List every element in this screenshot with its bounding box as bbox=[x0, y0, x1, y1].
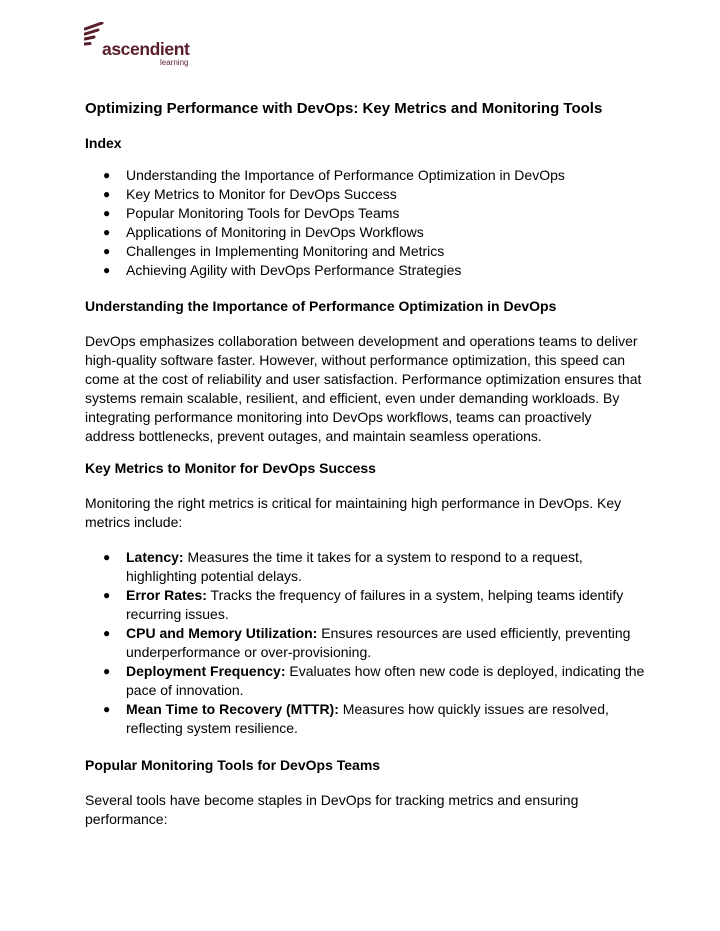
section-heading: Popular Monitoring Tools for DevOps Teams bbox=[85, 757, 381, 773]
bullet-icon: ● bbox=[103, 263, 111, 277]
logo-subtitle: learning bbox=[160, 58, 189, 67]
bullet-icon: ● bbox=[103, 206, 111, 220]
document-title: Optimizing Performance with DevOps: Key Metrics and Monitoring Tools bbox=[85, 100, 603, 117]
bullet-icon: ● bbox=[103, 664, 111, 678]
bullet-icon: ● bbox=[103, 588, 111, 602]
list-item: ● Applications of Monitoring in DevOps Workflows bbox=[103, 224, 424, 240]
list-item: ● Challenges in Implementing Monitoring and Metrics bbox=[103, 243, 445, 259]
bullet-icon: ● bbox=[103, 626, 111, 640]
list-item: ● Error Rates: Tracks the frequency of failures in a system, helping teams identify recurring issues. bbox=[103, 587, 624, 622]
section-paragraph: Several tools have become staples in DevOps for tracking metrics and ensuring performance: bbox=[85, 792, 579, 827]
list-item: ● Latency: Measures the time it takes for a system to respond to a request, highlighting potential delays. bbox=[103, 549, 583, 584]
section-paragraph: Monitoring the right metrics is critical for maintaining high performance in DevOps. Key metrics include: bbox=[85, 495, 622, 530]
bullet-icon: ● bbox=[103, 225, 111, 239]
bullet-icon: ● bbox=[103, 702, 111, 716]
ascendient-logo bbox=[84, 22, 196, 70]
document-body bbox=[85, 99, 645, 829]
list-item: ● Understanding the Importance of Performance Optimization in DevOps bbox=[103, 167, 565, 183]
list-item: ● Deployment Frequency: Evaluates how often new code is deployed, indicating the pace of innovation. bbox=[103, 663, 645, 698]
index-heading: Index bbox=[85, 135, 122, 151]
list-item: ● Mean Time to Recovery (MTTR): Measures how quickly issues are resolved, reflecting system resilience. bbox=[103, 701, 609, 736]
list-item: ● CPU and Memory Utilization: Ensures resources are used efficiently, preventing underperformance or over-provisioning. bbox=[103, 625, 631, 660]
list-item: ● Achieving Agility with DevOps Performance Strategies bbox=[103, 262, 462, 278]
metrics-list bbox=[85, 548, 645, 738]
section-heading: Key Metrics to Monitor for DevOps Success bbox=[85, 460, 376, 476]
bullet-icon: ● bbox=[103, 187, 111, 201]
section-heading: Understanding the Importance of Performance Optimization in DevOps bbox=[85, 298, 557, 314]
list-item: ● Key Metrics to Monitor for DevOps Success bbox=[103, 186, 397, 202]
list-item: ● Popular Monitoring Tools for DevOps Teams bbox=[103, 205, 400, 221]
section-paragraph: DevOps emphasizes collaboration between development and operations teams to deliver high-quality software faster. However, without performance optimization, this speed can come at the cost of reliability and user satisfaction. Performance optimization ensures that systems remain scalable, resilient, and efficient, even under demanding workloads. By integrating performance monitoring into DevOps workflows, teams can proactively address bottlenecks, prevent outages, and maintain seamless operations. bbox=[85, 333, 642, 444]
bullet-icon: ● bbox=[103, 550, 111, 564]
bullet-icon: ● bbox=[103, 244, 111, 258]
index-list bbox=[85, 166, 645, 280]
logo-wordmark: ascendient bbox=[102, 39, 190, 59]
bullet-icon: ● bbox=[103, 168, 111, 182]
